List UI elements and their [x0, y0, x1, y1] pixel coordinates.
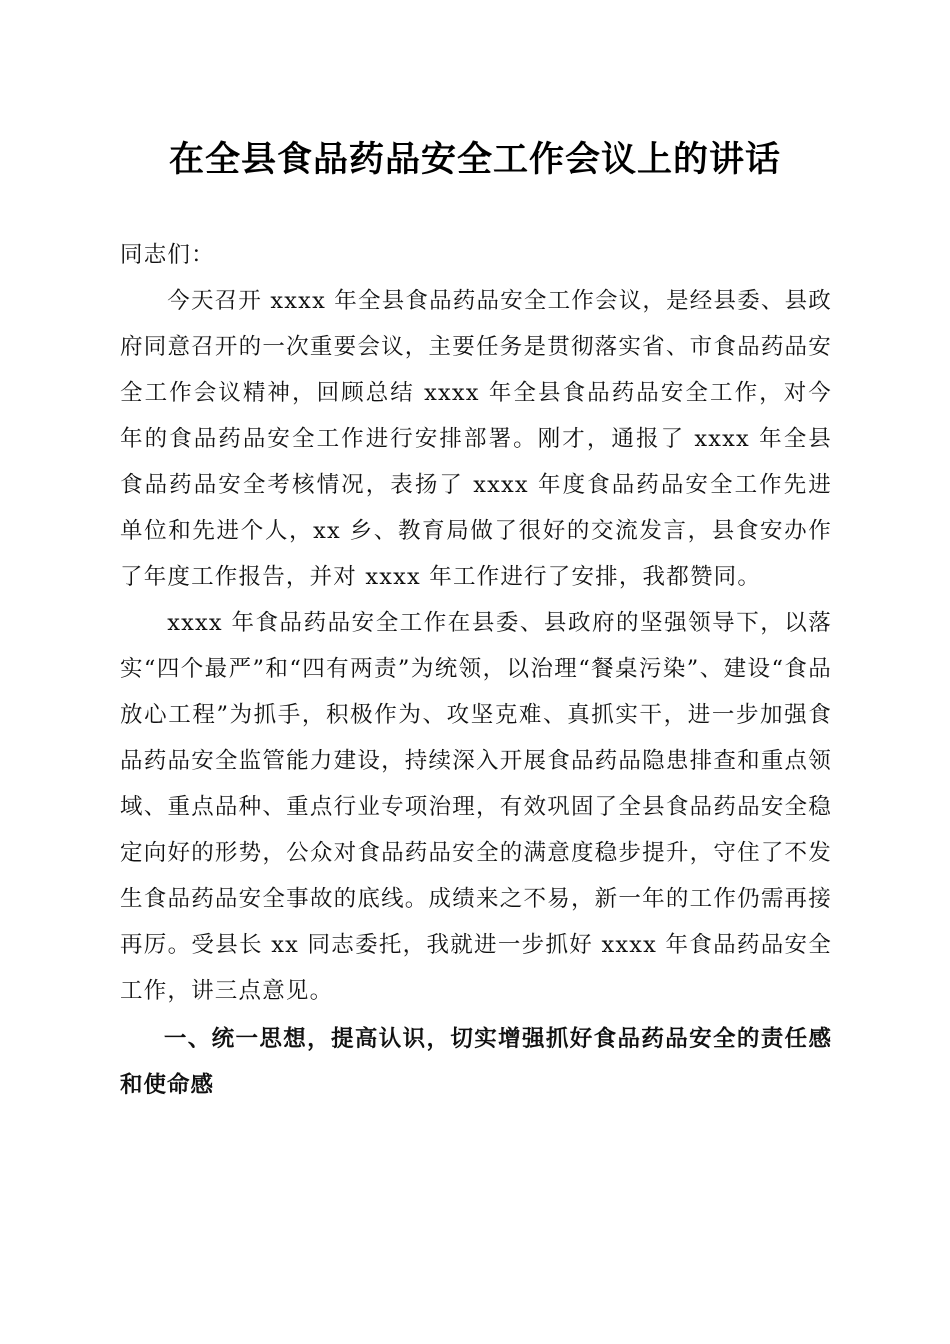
salutation: 同志们： — [120, 242, 215, 268]
section-heading: 一、统一思想，提高认识，切实增强抓好食品药品安全的责任感和使命感 — [120, 1026, 832, 1098]
document-title: 在全县食品药品安全工作会议上的讲话 — [168, 139, 781, 180]
document-body — [120, 232, 832, 1108]
body-paragraph-1: 今天召开 xxxx 年全县食品药品安全工作会议，是经县委、县政府同意召开的一次重要会议，主要任务是贯彻落实省、市食品药品安全工作会议精神，回顾总结 xxxx 年全县食品药品安全工作，对今年的食品药品安全工作进行安排部署。刚才，通报了 xxxx 年全县食品药品安全考核情况，表扬了 xxxx 年度食品药品安全工作先进单位和先进个人，xx 乡、教育局做了很好的交流发言，县食安办作了年度工作报告，并对 xxxx 年工作进行了安排，我都赞同。 — [120, 288, 833, 590]
body-paragraph-2: xxxx 年食品药品安全工作在县委、县政府的坚强领导下，以落实“四个最严”和“四有两责”为统领，以治理“餐桌污染”、建设“食品放心工程”为抓手，积极作为、攻坚克难、真抓实干，进一步加强食品药品安全监管能力建设，持续深入开展食品药品隐患排查和重点领域、重点品种、重点行业专项治理，有效巩固了全县食品药品安全稳定向好的形势，公众对食品药品安全的满意度稳步提升，守住了不发生食品药品安全事故的底线。成绩来之不易，新一年的工作仍需再接再厉。受县长 xx 同志委托，我就进一步抓好 xxxx 年食品药品安全工作，讲三点意见。 — [120, 610, 832, 1004]
